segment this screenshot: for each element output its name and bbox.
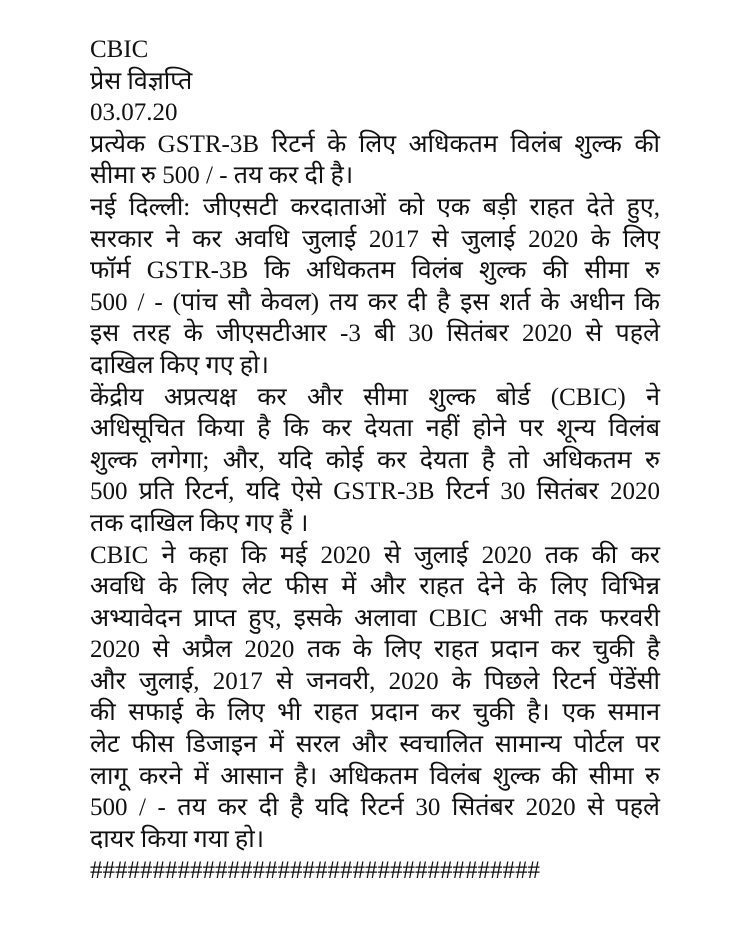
text-line: दायर किया गया हो।	[90, 825, 265, 853]
org-name: CBIC	[90, 36, 149, 63]
footer-hash-rule: ####################################	[90, 857, 540, 885]
headline-line: सीमा रु 500 / - तय कर दी है।	[90, 162, 354, 190]
text-line: लेट फीस डिजाइन में सरल और स्वचालित सामान्य पोर्टल पर	[90, 731, 660, 759]
text-line: तक दाखिल किए गए हैं ।	[90, 509, 309, 537]
release-date: 03.07.20	[90, 99, 178, 127]
text-line: फॉर्म GSTR-3B कि अधिकतम विलंब शुल्क की सीमा रु	[90, 257, 660, 285]
text-line: CBIC ने कहा कि मई 2020 से जुलाई 2020 तक की कर	[90, 541, 660, 569]
text-line: अधिसूचित किया है कि कर देयता नहीं होने पर शून्य विलंब	[90, 415, 660, 443]
text-line: शुल्क लगेगा; और, यदि कोई कर देयता है तो अधिकतम रु	[90, 446, 660, 474]
headline	[90, 129, 660, 192]
press-release-document	[90, 34, 660, 887]
text-line: और जुलाई, 2017 से जनवरी, 2020 के पिछले रिटर्न पेंडेंसी	[90, 667, 660, 695]
paragraph-3	[90, 540, 660, 856]
text-line: केंद्रीय अप्रत्यक्ष कर और सीमा शुल्क बोर्ड (CBIC) ने	[90, 383, 660, 411]
text-line: सरकार ने कर अवधि जुलाई 2017 से जुलाई 2020 के लिए	[90, 225, 660, 253]
text-line: 500 / - तय कर दी है यदि रिटर्न 30 सितंबर 2020 से पहले	[90, 794, 660, 822]
document-type: प्रेस विज्ञप्ति	[90, 67, 193, 95]
text-line: 500 प्रति रिटर्न, यदि ऐसे GSTR-3B रिटर्न 30 सितंबर 2020	[90, 478, 660, 506]
text-line: की सफाई के लिए भी राहत प्रदान कर चुकी है। एक समान	[90, 699, 660, 727]
text-line: नई दिल्ली: जीएसटी करदाताओं को एक बड़ी राहत देते हुए,	[90, 193, 660, 221]
text-line: 2020 से अप्रैल 2020 तक के लिए राहत प्रदान कर चुकी है	[90, 636, 660, 664]
text-line: लागू करने में आसान है। अधिकतम विलंब शुल्क की सीमा रु	[90, 762, 660, 790]
text-line: अभ्यावेदन प्राप्त हुए, इसके अलावा CBIC अभी तक फरवरी	[90, 604, 660, 632]
text-line: दाखिल किए गए हो।	[90, 351, 270, 379]
paragraph-2	[90, 382, 660, 540]
text-line: इस तरह के जीएसटीआर -3 बी 30 सितंबर 2020 से पहले	[90, 320, 660, 348]
headline-line: प्रत्येक GSTR-3B रिटर्न के लिए अधिकतम विलंब शुल्क की	[90, 130, 660, 158]
paragraph-1	[90, 192, 660, 382]
text-line: 500 / - (पांच सौ केवल) तय कर दी है इस शर्त के अधीन कि	[90, 288, 660, 316]
text-line: अवधि के लिए लेट फीस में और राहत देने के लिए विभिन्न	[90, 573, 660, 601]
